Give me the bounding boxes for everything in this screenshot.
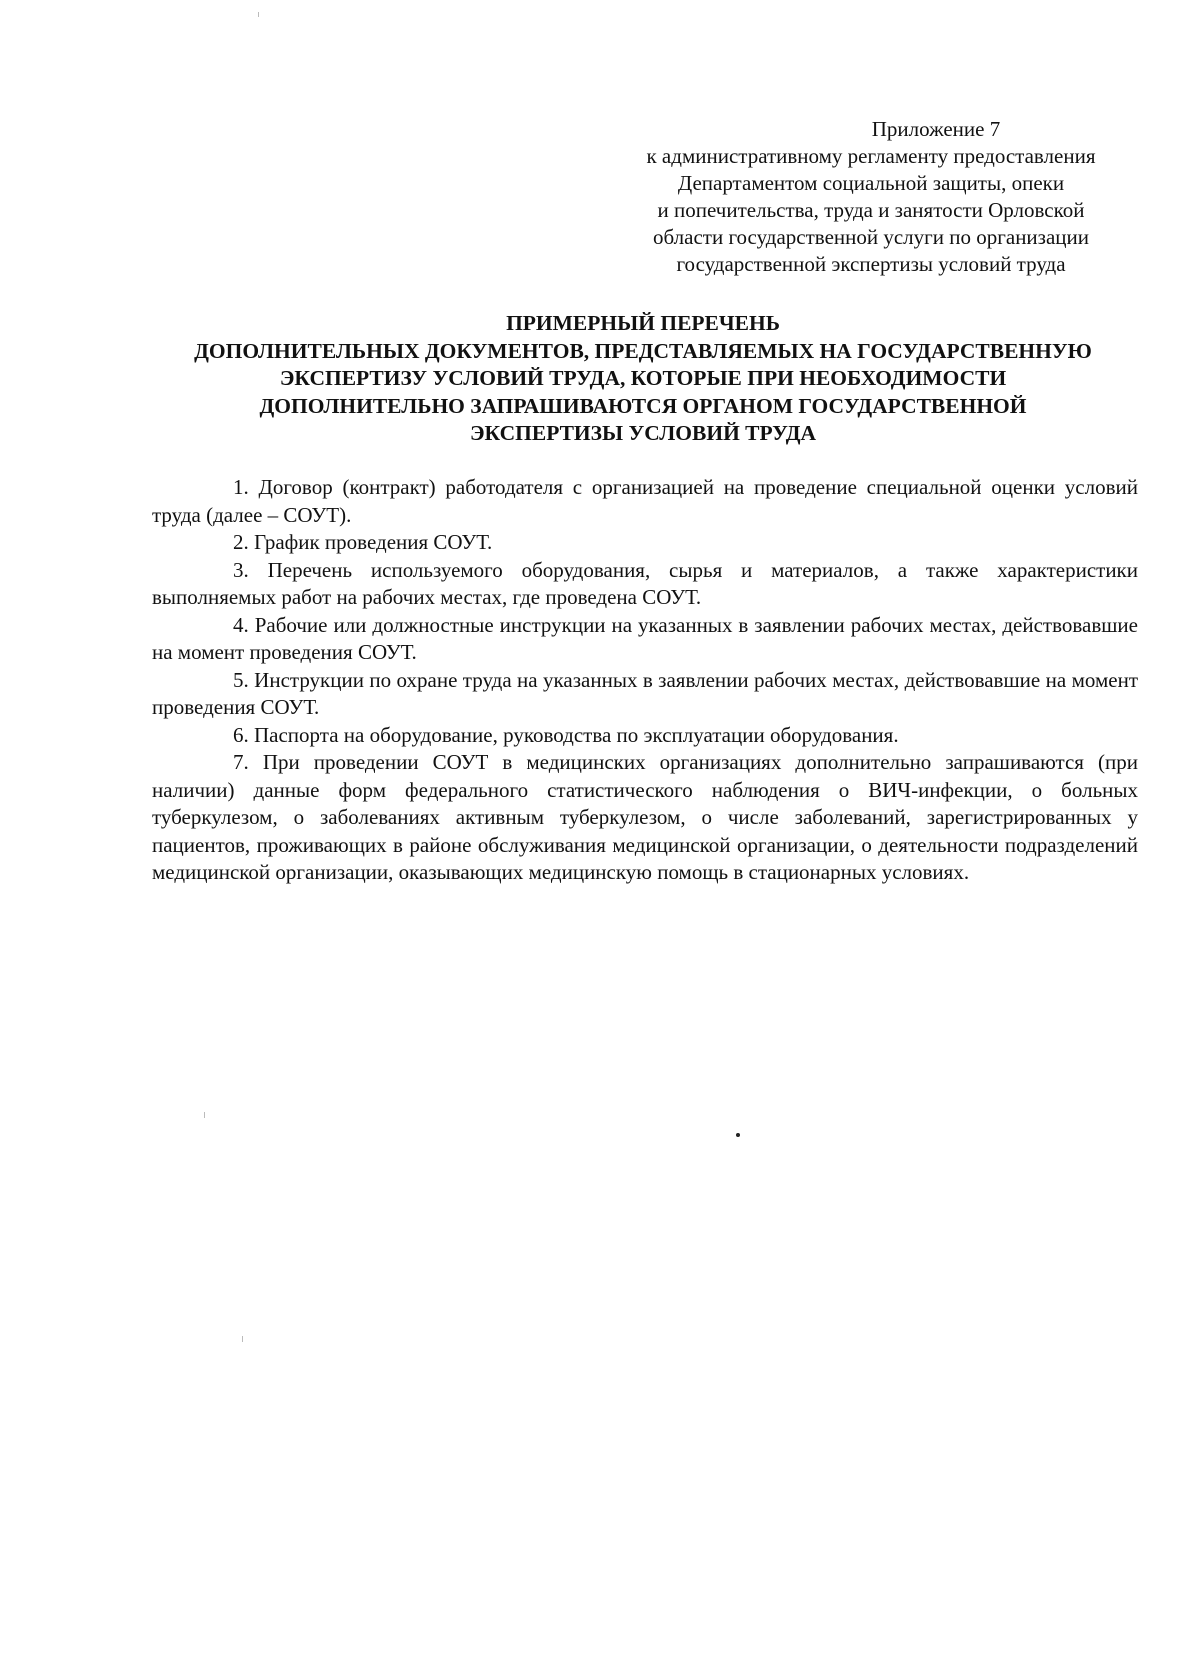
- list-item: 3. Перечень используемого оборудования, сырья и материалов, а также характеристики выполняемых работ на рабочих местах, где проведена СОУТ.: [152, 557, 1138, 609]
- scan-mark: [242, 1336, 243, 1342]
- list-item: 2. График проведения СОУТ.: [233, 530, 493, 554]
- appendix-line: государственной экспертизы условий труда: [676, 252, 1066, 276]
- scan-mark: [258, 12, 259, 17]
- appendix-header: [606, 116, 1136, 278]
- appendix-line: и попечительства, труда и занятости Орловской: [657, 198, 1085, 222]
- title-line: ПРИМЕРНЫЙ ПЕРЕЧЕНЬ: [506, 311, 780, 335]
- title-line: ЭКСПЕРТИЗУ УСЛОВИЙ ТРУДА, КОТОРЫЕ ПРИ НЕОБХОДИМОСТИ: [279, 366, 1007, 390]
- list-item: 7. При проведении СОУТ в медицинских организациях дополнительно запрашиваются (при наличии) данные форм федерального статистического наблюдения о ВИЧ-инфекции, о больных туберкулезом, о заболеваниях активным туберкулезом, о числе заболеваний, зарегистрированных у пациентов, проживающих в районе обслуживания медицинской организации, о деятельности подразделений медицинской организации, оказывающих медицинскую помощь в стационарных условиях.: [152, 750, 1138, 884]
- list-item: 4. Рабочие или должностные инструкции на указанных в заявлении рабочих местах, действовавшие на момент проведения СОУТ.: [152, 612, 1138, 664]
- document-list: [152, 474, 1138, 887]
- appendix-number: Приложение 7: [871, 117, 1001, 141]
- appendix-line: области государственной услуги по организации: [653, 225, 1089, 249]
- appendix-line: к административному регламенту предоставления: [646, 144, 1096, 168]
- title-line: ЭКСПЕРТИЗЫ УСЛОВИЙ ТРУДА: [469, 421, 817, 445]
- scan-dot: [736, 1133, 740, 1137]
- list-item: 6. Паспорта на оборудование, руководства по эксплуатации оборудования.: [233, 722, 899, 747]
- title-line: ДОПОЛНИТЕЛЬНЫХ ДОКУМЕНТОВ, ПРЕДСТАВЛЯЕМЫХ НА ГОСУДАРСТВЕННУЮ: [194, 338, 1092, 363]
- document-title: [148, 310, 1138, 448]
- title-line: ДОПОЛНИТЕЛЬНО ЗАПРАШИВАЮТСЯ ОРГАНОМ ГОСУДАРСТВЕННОЙ: [259, 393, 1027, 418]
- list-item: 1. Договор (контракт) работодателя с организацией на проведение специальной оценки условий труда (далее – СОУТ).: [152, 475, 1138, 527]
- appendix-line: Департаментом социальной защиты, опеки: [677, 171, 1065, 195]
- scan-mark: [204, 1112, 205, 1118]
- list-item: 5. Инструкции по охране труда на указанных в заявлении рабочих местах, действовавшие на момент проведения СОУТ.: [152, 667, 1138, 719]
